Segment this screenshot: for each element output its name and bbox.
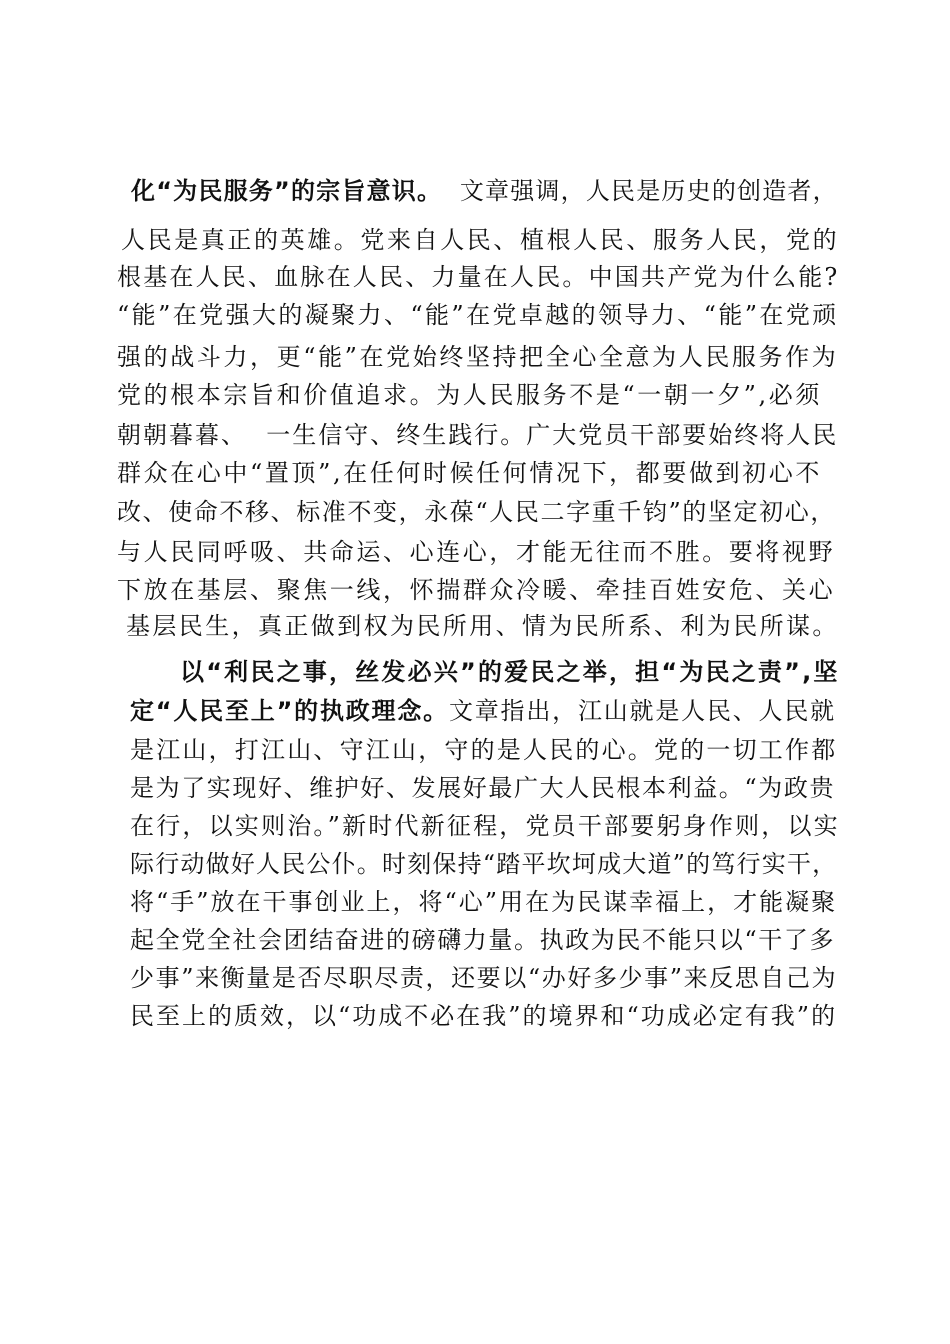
- text-line: [130, 1001, 837, 1031]
- text-line: [130, 925, 835, 955]
- text-line: [130, 963, 837, 993]
- body-text: 民至上的质效，以“功成不必在我”的境界和“功成必定有我”的: [130, 1002, 838, 1030]
- body-text: 少事”来衡量是否尽职尽责，还要以“办好多少事”来反思自己为: [130, 964, 838, 992]
- body-text: 党的根本宗旨和价值追求。为人民服务不是“一朝一夕”,必须: [117, 381, 822, 409]
- body-text: 人民是真正的英雄。党来自人民、植根人民、服务人民，党的: [121, 226, 840, 254]
- text-line: [117, 420, 838, 450]
- text-line: [117, 300, 839, 330]
- body-text: 际行动做好人民公仆。时刻保持“踏平坎坷成大道”的笃行实干，: [130, 850, 838, 878]
- body-text: 下放在基层、聚焦一线，怀揣群众冷暖、牵挂百姓安危、关心: [117, 576, 836, 604]
- body-text: 改、使命不移、标准不变，永葆“人民二字重千钧”的坚定初心，: [117, 498, 836, 526]
- text-line: [121, 225, 839, 255]
- text-line: [117, 342, 838, 372]
- text-line: [130, 849, 837, 879]
- body-text: 在行，以实则治。”新时代新征程，党员干部要躬身作则，以实: [130, 812, 840, 840]
- text-line: [130, 735, 837, 765]
- text-line: [117, 537, 835, 567]
- text-line: [131, 176, 838, 206]
- body-text: 是为了实现好、维护好、发展好最广大人民根本利益。“为政贵: [130, 774, 836, 802]
- body-text: 起全党全社会团结奋进的磅礴力量。执政为民不能只以“干了多: [130, 926, 836, 954]
- text-line: [130, 811, 840, 841]
- body-text: 文章指出，江山就是人民、人民就: [448, 697, 836, 725]
- text-line: [117, 458, 822, 488]
- text-line: [126, 611, 839, 641]
- text-line: [117, 497, 836, 527]
- body-text: 与人民同呼吸、共命运、心连心，才能无往而不胜。要将视野: [117, 538, 836, 566]
- text-line: [180, 657, 840, 687]
- body-text: 是江山，打江山、守江山，守的是人民的心。党的一切工作都: [130, 736, 838, 764]
- bold-heading: 化“为民服务”的宗旨意识。: [131, 177, 443, 205]
- body-text: 强的战斗力，更“能”在党始终坚持把全心全意为人民服务作为: [117, 343, 839, 371]
- body-text: 朝朝暮暮、 一生信守、终生践行。广大党员干部要始终将人民: [117, 421, 839, 449]
- text-line: [130, 696, 836, 726]
- bold-heading: 以“利民之事，丝发必兴”的爱民之举，担“为民之责”,坚: [180, 658, 840, 686]
- body-text: 基层民生，真正做到权为民所用、情为民所系、利为民所谋。: [126, 612, 839, 640]
- body-text: 根基在人民、血脉在人民、力量在人民。中国共产党为什么能?: [117, 263, 840, 291]
- text-line: [130, 773, 835, 803]
- body-text: 将“手”放在干事创业上，将“心”用在为民谋幸福上，才能凝聚: [130, 888, 838, 916]
- text-line: [117, 380, 822, 410]
- bold-heading: 定“人民至上”的执政理念。: [130, 697, 449, 725]
- text-line: [117, 262, 839, 292]
- text-line: [117, 575, 835, 605]
- text-line: [130, 887, 837, 917]
- body-text: 群众在心中“置顶”,在任何时候任何情况下，都要做到初心不: [117, 459, 822, 487]
- body-text: “能”在党强大的凝聚力、“能”在党卓越的领导力、“能”在党顽: [117, 301, 839, 329]
- body-text: 文章强调，人民是历史的创造者，: [442, 177, 838, 205]
